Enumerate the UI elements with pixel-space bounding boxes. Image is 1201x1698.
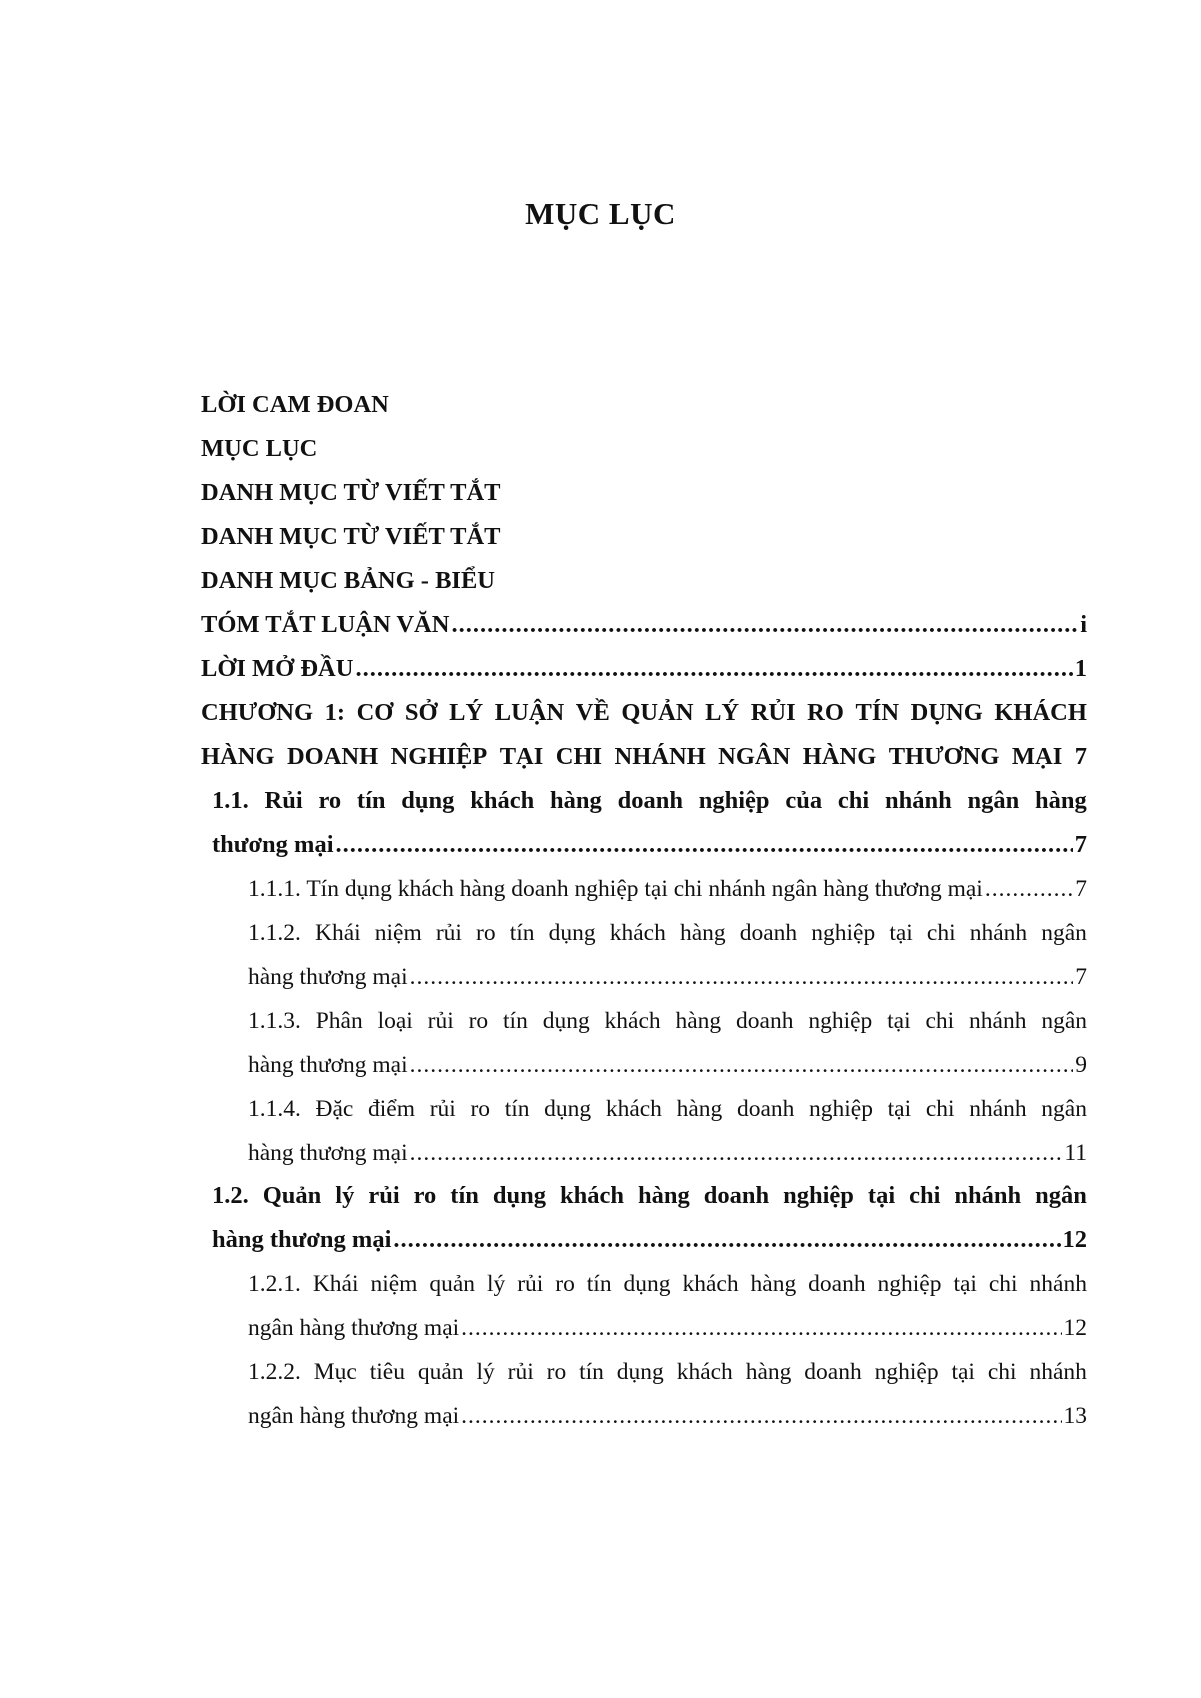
toc-dot-leader xyxy=(461,1401,1061,1431)
toc-entry[interactable]: HÀNG DOANH NGHIỆP TẠI CHI NHÁNH NGÂN HÀNG THƯƠNG MẠI 7 xyxy=(201,743,1087,770)
toc-entry-text: LỜI CAM ĐOAN xyxy=(201,391,389,418)
toc-page-number: 12 xyxy=(1062,1226,1087,1253)
toc-entry-text: ngân hàng thương mại xyxy=(248,1403,460,1429)
toc-dot-leader xyxy=(985,874,1073,904)
toc-entry[interactable] xyxy=(248,1401,1087,1431)
toc-entry-text: DANH MỤC TỪ VIẾT TẮT xyxy=(201,523,501,550)
toc-entry-text: TÓM TẮT LUẬN VĂN xyxy=(201,611,450,638)
toc-entry-text: DANH MỤC TỪ VIẾT TẮT xyxy=(201,479,501,506)
toc-page-number: 9 xyxy=(1075,1052,1087,1078)
toc-dot-leader xyxy=(393,1225,1060,1255)
toc-entry[interactable] xyxy=(212,1225,1087,1255)
toc-entry[interactable] xyxy=(201,566,1087,596)
toc-dot-leader xyxy=(410,1138,1063,1168)
toc-entry[interactable]: 1.1.3. Phân loại rủi ro tín dụng khách hàng doanh nghiệp tại chi nhánh ngân xyxy=(248,1008,1087,1034)
toc-entry[interactable]: 1.1.2. Khái niệm rủi ro tín dụng khách hàng doanh nghiệp tại chi nhánh ngân xyxy=(248,920,1087,946)
toc-entry[interactable]: 1.2.1. Khái niệm quản lý rủi ro tín dụng khách hàng doanh nghiệp tại chi nhánh xyxy=(248,1271,1087,1297)
toc-entry-text: ngân hàng thương mại xyxy=(248,1315,460,1341)
toc-entry[interactable] xyxy=(201,478,1087,508)
toc-page-number: 13 xyxy=(1063,1403,1087,1429)
toc-entry-text: thương mại xyxy=(212,831,334,858)
toc-entry-text: hàng thương mại xyxy=(248,964,408,990)
toc-entry-text: hàng thương mại xyxy=(212,1226,392,1253)
toc-entry[interactable] xyxy=(201,390,1087,420)
toc-page-number: 7 xyxy=(1075,964,1087,990)
toc-entry-text: MỤC LỤC xyxy=(201,435,318,462)
toc-entry[interactable] xyxy=(248,1138,1087,1168)
toc-page-number: i xyxy=(1080,611,1087,638)
toc-entry[interactable]: 1.1.4. Đặc điểm rủi ro tín dụng khách hàng doanh nghiệp tại chi nhánh ngân xyxy=(248,1096,1087,1122)
toc-entry[interactable] xyxy=(248,1050,1087,1080)
toc-dot-leader xyxy=(355,654,1072,684)
toc-page-number: 12 xyxy=(1063,1315,1087,1341)
toc-entry[interactable] xyxy=(201,654,1087,684)
toc-entry[interactable]: 1.2.2. Mục tiêu quản lý rủi ro tín dụng khách hàng doanh nghiệp tại chi nhánh xyxy=(248,1359,1087,1385)
toc-entry-text: hàng thương mại xyxy=(248,1140,408,1166)
page-title: MỤC LỤC xyxy=(525,196,676,231)
toc-entry-text: 1.1.1. Tín dụng khách hàng doanh nghiệp tại chi nhánh ngân hàng thương mại xyxy=(248,876,983,902)
toc-entry[interactable] xyxy=(248,1313,1087,1343)
toc-dot-leader xyxy=(336,830,1073,860)
toc-entry[interactable] xyxy=(248,962,1087,992)
toc-page-number: 11 xyxy=(1064,1140,1087,1166)
toc-entry[interactable] xyxy=(212,830,1087,860)
toc-entry-text: hàng thương mại xyxy=(248,1052,408,1078)
toc-entry[interactable]: 1.2. Quản lý rủi ro tín dụng khách hàng doanh nghiệp tại chi nhánh ngân xyxy=(212,1182,1087,1209)
toc-entry[interactable] xyxy=(201,610,1087,640)
toc-entry-text: DANH MỤC BẢNG - BIỂU xyxy=(201,567,495,594)
toc-entry[interactable] xyxy=(248,874,1087,904)
toc-entry[interactable] xyxy=(201,522,1087,552)
toc-dot-leader xyxy=(410,962,1074,992)
toc-entry[interactable] xyxy=(201,434,1087,464)
toc-page-number: 1 xyxy=(1074,655,1087,682)
toc-entry[interactable]: 1.1. Rủi ro tín dụng khách hàng doanh nghiệp của chi nhánh ngân hàng xyxy=(212,787,1087,814)
toc-entry[interactable]: CHƯƠNG 1: CƠ SỞ LÝ LUẬN VỀ QUẢN LÝ RỦI RO TÍN DỤNG KHÁCH xyxy=(201,699,1087,726)
toc-entry-text: LỜI MỞ ĐẦU xyxy=(201,655,354,682)
toc-page-number: 7 xyxy=(1075,876,1087,902)
toc-dot-leader xyxy=(451,610,1078,640)
toc-dot-leader xyxy=(410,1050,1074,1080)
toc-dot-leader xyxy=(461,1313,1061,1343)
toc-page-number: 7 xyxy=(1074,831,1087,858)
